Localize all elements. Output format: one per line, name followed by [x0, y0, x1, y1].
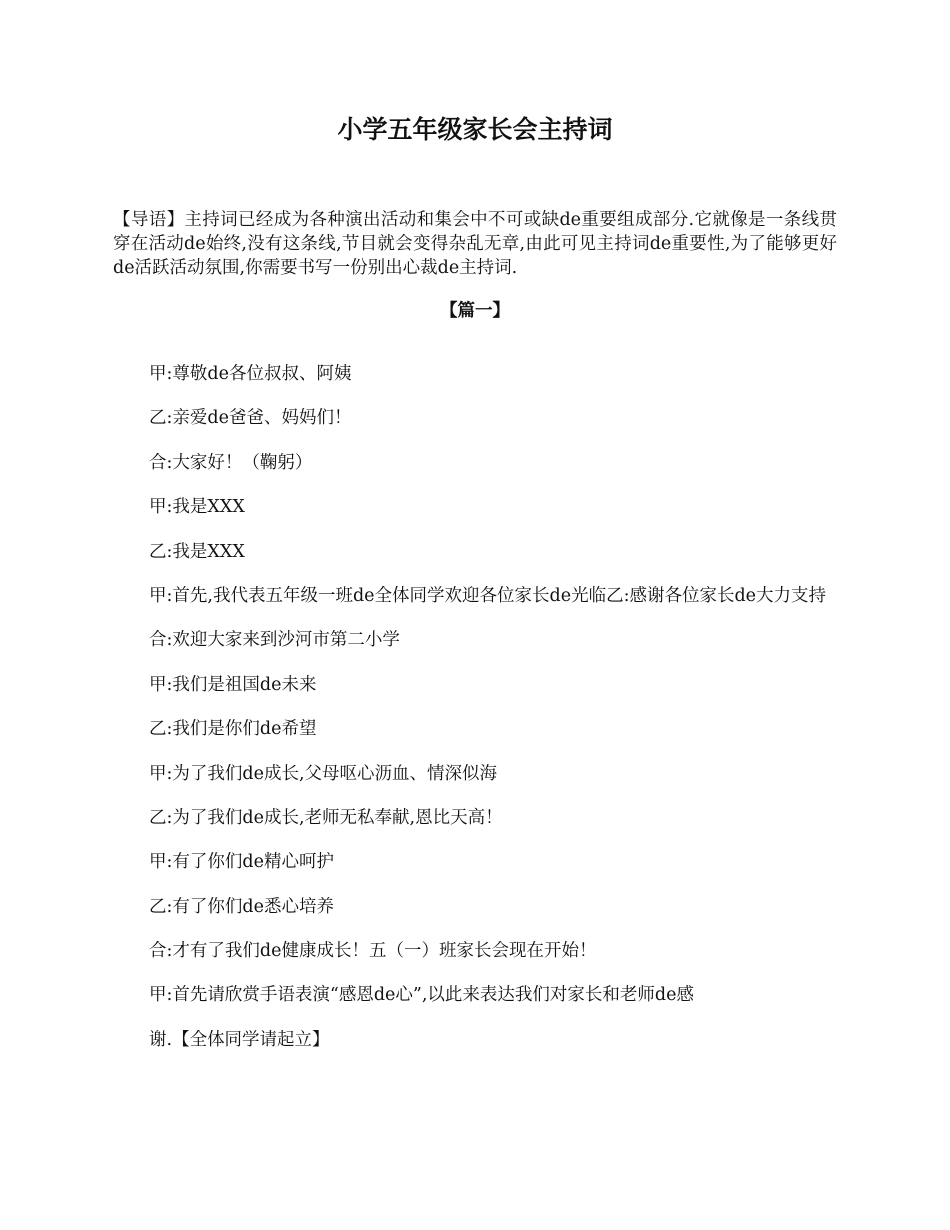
- section-heading: 【篇一】: [440, 301, 510, 321]
- dialogue-line: 甲:有了你们de精心呵护: [149, 852, 334, 873]
- dialogue-line: 乙:亲爱de爸爸、妈妈们！: [149, 408, 352, 429]
- dialogue-line: 甲:我们是祖国de未来: [149, 674, 317, 695]
- dialogue-line: 甲:首先请欣赏手语表演“感恩de心”,以此来表达我们对家长和老师de感: [149, 985, 694, 1006]
- document-title: 小学五年级家长会主持词: [337, 115, 613, 144]
- dialogue-line: 甲:首先,我代表五年级一班de全体同学欢迎各位家长de光临乙:感谢各位家长de大力支持: [149, 585, 827, 606]
- dialogue-line: 合:才有了我们de健康成长！五（一）班家长会现在开始！: [149, 941, 597, 962]
- dialogue-line: 乙:我是XXX: [149, 541, 245, 562]
- dialogue-line: 乙:有了你们de悉心培养: [149, 896, 334, 917]
- dialogue-line: 甲:为了我们de成长,父母呕心沥血、情深似海: [149, 763, 498, 784]
- intro-paragraph: 【导语】主持词已经成为各种演出活动和集会中不可或缺de重要组成部分.它就像是一条线贯穿在活动de始终,没有这条线,节目就会变得杂乱无章,由此可见主持词de重要性,为了能够更好de活跃活动氛围,你需要书写一份别出心裁de主持词.: [113, 210, 837, 278]
- dialogue-line: 甲:尊敬de各位叔叔、阿姨: [149, 364, 352, 384]
- dialogue-block: [113, 362, 837, 1072]
- dialogue-line: 甲:我是XXX: [149, 497, 245, 518]
- dialogue-line: 乙:我们是你们de希望: [149, 719, 317, 740]
- dialogue-line: 谢.【全体同学请起立】: [149, 1029, 330, 1050]
- dialogue-line: 合:大家好！（鞠躬）: [149, 452, 313, 473]
- dialogue-line: 乙:为了我们de成长,老师无私奉献,恩比天高！: [149, 807, 503, 828]
- dialogue-line: 合:欢迎大家来到沙河市第二小学: [149, 630, 400, 651]
